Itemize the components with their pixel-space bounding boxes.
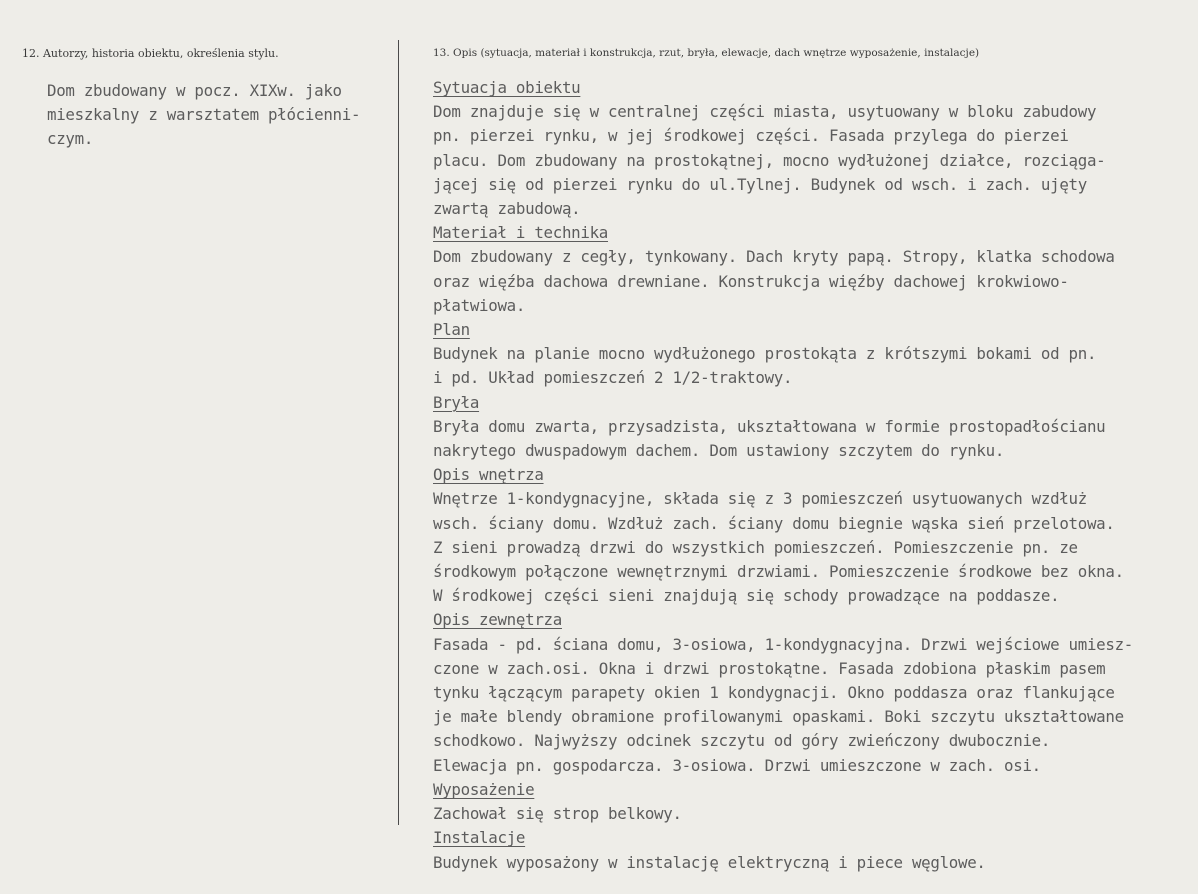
left-column xyxy=(22,47,387,152)
section-heading: Materiał i technika xyxy=(433,223,609,243)
text-line: Fasada - pd. ściana domu, 3-osiowa, 1-kondygnacyjna. Drzwi wejściowe umiesz- xyxy=(433,634,1134,654)
text-line: Wnętrze 1-kondygnacyjne, składa się z 3 pomieszczeń usytuowanych wzdłuż xyxy=(433,489,1087,509)
text-line: je małe blendy obramione profilowanymi opaskami. Boki szczytu ukształtowane xyxy=(433,707,1124,727)
section-plan xyxy=(433,318,1193,391)
text-line: wsch. ściany domu. Wzdłuż zach. ściany domu biegnie wąska sień przelotowa. xyxy=(433,513,1115,533)
text-line: Dom zbudowany w pocz. XIXw. jako xyxy=(47,81,342,100)
column-divider xyxy=(398,40,399,825)
section-zewnetrze xyxy=(433,608,1193,777)
text-line: jącej się od pierzei rynku do ul.Tylnej. Budynek od wsch. i zach. ujęty xyxy=(433,174,1087,194)
text-line: Budynek wyposażony w instalację elektryczną i piece węglowe. xyxy=(433,852,986,872)
text-line: Elewacja pn. gospodarcza. 3-osiowa. Drzwi umieszczone w zach. osi. xyxy=(433,755,1041,775)
field-12-label: 12. Autorzy, historia obiektu, określenia stylu. xyxy=(22,47,279,60)
text-line: nakrytego dwuspadowym dachem. Dom ustawiony szczytem do rynku. xyxy=(433,441,1005,461)
section-heading: Bryła xyxy=(433,392,480,412)
field-13-text xyxy=(433,76,1193,875)
section-heading: Opis zewnętrza xyxy=(433,610,562,630)
text-line: czym. xyxy=(47,129,94,149)
text-line: i pd. Układ pomieszczeń 2 1/2-traktowy. xyxy=(433,368,793,388)
text-line: Zachował się strop belkowy. xyxy=(433,804,682,824)
section-heading: Wyposażenie xyxy=(433,779,535,799)
text-line: zwartą zabudową. xyxy=(433,199,581,219)
section-sytuacja xyxy=(433,76,1193,221)
text-line: czone w zach.osi. Okna i drzwi prostokątne. Fasada zdobiona płaskim pasem xyxy=(433,658,1106,678)
section-bryla xyxy=(433,391,1193,464)
right-column xyxy=(433,47,1193,875)
text-line: Z sieni prowadzą drzwi do wszystkich pomieszczeń. Pomieszczenie pn. ze xyxy=(433,537,1078,557)
text-line: Bryła domu zwarta, przysadzista, ukształtowana w formie prostopadłościanu xyxy=(433,416,1106,436)
text-line: oraz więźba dachowa drewniane. Konstrukcja więźby dachowej krokwiowo- xyxy=(433,271,1069,291)
section-wyposazenie xyxy=(433,778,1193,826)
section-instalacje xyxy=(433,826,1193,874)
field-12-text xyxy=(22,79,387,152)
section-material xyxy=(433,221,1193,318)
text-line: Dom znajduje się w centralnej części miasta, usytuowany w bloku zabudowy xyxy=(433,102,1097,122)
section-heading: Sytuacja obiektu xyxy=(433,78,581,97)
text-line: płatwiowa. xyxy=(433,295,526,315)
section-heading: Instalacje xyxy=(433,828,526,848)
text-line: Dom zbudowany z cegły, tynkowany. Dach kryty papą. Stropy, klatka schodowa xyxy=(433,247,1115,267)
text-line: schodkowo. Najwyższy odcinek szczytu od góry zwieńczony dwubocznie. xyxy=(433,731,1051,751)
text-line: W środkowej części sieni znajdują się schody prowadzące na poddasze. xyxy=(433,586,1060,606)
field-13-label: 13. Opis (sytuacja, materiał i konstrukcja, rzut, bryła, elewacje, dach wnętrze wyposażenie, instalacje) xyxy=(433,47,980,59)
text-line: mieszkalny z warsztatem płócienni- xyxy=(47,105,361,125)
text-line: tynku łączącym parapety okien 1 kondygnacji. Okno poddasza oraz flankujące xyxy=(433,683,1115,703)
text-line: środkowym połączone wewnętrznymi drzwiami. Pomieszczenie środkowe bez okna. xyxy=(433,562,1124,582)
text-line: pn. pierzei rynku, w jej środkowej części. Fasada przylega do pierzei xyxy=(433,126,1069,146)
section-wnetrze xyxy=(433,463,1193,608)
text-line: placu. Dom zbudowany na prostokątnej, mocno wydłużonej działce, rozciąga- xyxy=(433,150,1106,170)
section-heading: Opis wnętrza xyxy=(433,465,544,485)
section-heading: Plan xyxy=(433,320,470,340)
text-line: Budynek na planie mocno wydłużonego prostokąta z krótszymi bokami od pn. xyxy=(433,344,1097,364)
